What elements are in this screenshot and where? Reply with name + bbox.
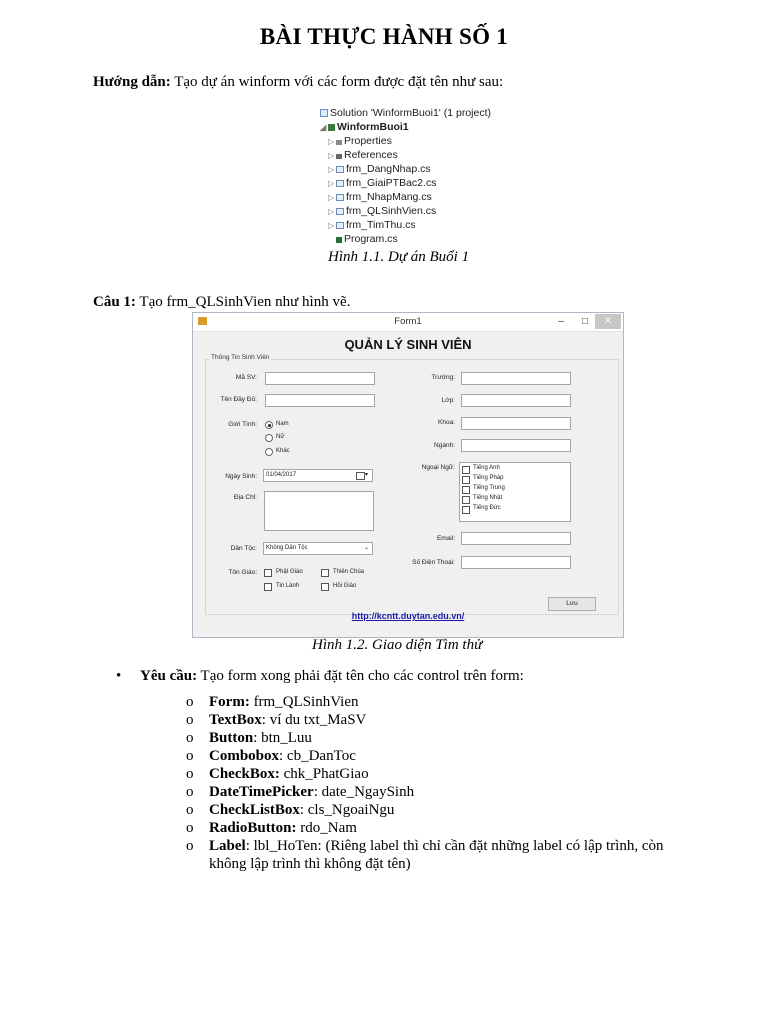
- checkbox-tin-lanh-label: Tin Lành: [276, 583, 300, 589]
- list-item: [186, 729, 664, 747]
- list-item: [186, 711, 664, 729]
- minimize-icon[interactable]: –: [558, 316, 564, 327]
- tree-item: [328, 162, 431, 176]
- tree-item-label: frm_QLSinhVien.cs: [346, 205, 437, 217]
- tree-item-label: References: [344, 149, 398, 161]
- diachi-textbox[interactable]: [264, 491, 374, 531]
- tree-item: [328, 134, 392, 148]
- language-label: Tiếng Đức: [473, 505, 501, 511]
- checkbox-phat-giao-label: Phật Giáo: [276, 569, 303, 575]
- label-ngoai-ngu: Ngoại Ngữ:: [421, 464, 455, 471]
- radio-nu[interactable]: [265, 434, 273, 442]
- question-1: [93, 294, 350, 311]
- label-nganh: Ngành:: [434, 442, 455, 449]
- list-item: [186, 693, 664, 711]
- wrench-icon: [336, 140, 342, 145]
- masv-textbox[interactable]: [265, 372, 375, 385]
- tree-item-label: frm_GiaiPTBac2.cs: [346, 177, 437, 189]
- label-email: Email:: [436, 535, 455, 542]
- expand-arrow-icon: ◢: [320, 123, 327, 132]
- hoten-textbox[interactable]: [265, 394, 375, 407]
- instruction-line: [93, 74, 503, 91]
- list-item-bold: Label: [209, 838, 246, 854]
- circle-bullet-icon: o: [186, 748, 194, 764]
- circle-bullet-icon: o: [186, 712, 194, 728]
- figure-caption-1: Hình 1.1. Dự án Buổi 1: [328, 249, 470, 265]
- csharp-project-icon: [328, 124, 335, 131]
- list-item: [186, 801, 664, 819]
- checkbox-phat-giao[interactable]: [264, 569, 272, 577]
- checkbox-thien-chua[interactable]: [321, 569, 329, 577]
- requirement-text: Tạo form xong phải đặt tên cho các control trên form:: [197, 668, 524, 684]
- list-item-bold: CheckListBox: [209, 802, 300, 818]
- label-ngay-sinh: Ngày Sinh:: [225, 473, 257, 480]
- solution-root: [320, 106, 491, 120]
- chevron-down-icon[interactable]: ⌄: [364, 545, 370, 551]
- label-khoa: Khoa:: [438, 419, 455, 426]
- radio-nu-label: Nữ: [276, 434, 285, 440]
- list-item-bold: Form:: [209, 694, 250, 710]
- radio-nam-label: Nam: [276, 421, 289, 427]
- label-lop: Lớp:: [441, 397, 455, 404]
- window-titlebar: [193, 313, 623, 332]
- collapse-arrow-icon: ▷: [328, 165, 335, 174]
- list-item: [186, 819, 664, 837]
- checkbox-tieng-trung[interactable]: [462, 486, 470, 494]
- circle-bullet-icon: o: [186, 694, 194, 710]
- list-item-bold: CheckBox:: [209, 766, 280, 782]
- circle-bullet-icon: o: [186, 838, 194, 854]
- circle-bullet-icon: o: [186, 766, 194, 782]
- radio-khac-label: Khác: [276, 448, 290, 454]
- solution-root-label: Solution 'WinformBuoi1' (1 project): [330, 107, 491, 119]
- list-item-bold: DateTimePicker: [209, 784, 314, 800]
- list-item-continuation: không lập trình thì không đặt tên): [209, 856, 411, 872]
- list-item-text: : ví du txt_MaSV: [261, 712, 367, 728]
- tree-item-label: Program.cs: [344, 233, 398, 245]
- lop-textbox[interactable]: [461, 394, 571, 407]
- circle-bullet-icon: o: [186, 802, 194, 818]
- project-node: [320, 120, 409, 134]
- language-label: Tiếng Pháp: [473, 475, 504, 481]
- truong-textbox[interactable]: [461, 372, 571, 385]
- circle-bullet-icon: o: [186, 730, 194, 746]
- list-item-text: : lbl_HoTen: (Riêng label thì chỉ cần đặt những label có lập trình, còn: [245, 838, 664, 854]
- label-ton-giao: Tôn Giáo:: [228, 569, 257, 576]
- tree-item-label: Properties: [344, 135, 392, 147]
- tree-item: [328, 176, 436, 190]
- list-item-text: chk_PhatGiao: [279, 766, 369, 782]
- nganh-textbox[interactable]: [461, 439, 571, 452]
- bullet-icon: •: [116, 668, 122, 684]
- form-window: [192, 312, 624, 638]
- list-item-text: rdo_Nam: [296, 820, 357, 836]
- list-item: [186, 765, 664, 783]
- group-label: Thông Tin Sinh Viên: [211, 354, 270, 361]
- website-link[interactable]: http://kcntt.duytan.edu.vn/: [351, 611, 465, 621]
- requirement-heading: [140, 668, 524, 685]
- form-file-icon: [336, 180, 344, 187]
- language-label: Tiếng Nhật: [473, 495, 503, 501]
- list-item-text: : cb_DanToc: [279, 748, 356, 764]
- project-label: WinformBuoi1: [337, 121, 409, 133]
- collapse-arrow-icon: ▷: [328, 221, 335, 230]
- calendar-icon[interactable]: [356, 472, 365, 480]
- csharp-file-icon: [336, 237, 342, 243]
- question-1-text: Tạo frm_QLSinhVien như hình vẽ.: [135, 294, 351, 310]
- solution-icon: [320, 109, 328, 117]
- checkbox-tieng-phap[interactable]: [462, 476, 470, 484]
- email-textbox[interactable]: [461, 532, 571, 545]
- label-dan-toc: Dân Tộc:: [230, 545, 257, 552]
- list-item-text: : btn_Luu: [253, 730, 312, 746]
- label-ho-ten: Tên Đầy Đủ:: [220, 396, 257, 403]
- window-title: Form1: [394, 316, 422, 327]
- sdt-textbox[interactable]: [461, 556, 571, 569]
- tree-item: [328, 204, 436, 218]
- tree-item-label: frm_NhapMang.cs: [346, 191, 432, 203]
- list-item: [186, 783, 664, 801]
- form-file-icon: [336, 222, 344, 229]
- form-heading: QUẢN LÝ SINH VIÊN: [344, 337, 472, 352]
- dantoc-combobox[interactable]: [263, 542, 373, 555]
- maximize-icon[interactable]: □: [581, 316, 589, 327]
- radio-nam[interactable]: [265, 421, 273, 429]
- list-item-bold: RadioButton:: [209, 820, 297, 836]
- ngaysinh-value: 01/04/2017: [266, 472, 297, 478]
- circle-bullet-icon: o: [186, 820, 194, 836]
- form-file-icon: [336, 208, 344, 215]
- question-1-bold: Câu 1:: [93, 294, 136, 310]
- collapse-arrow-icon: ▷: [328, 137, 335, 146]
- tree-item-label: frm_TimThu.cs: [346, 219, 416, 231]
- collapse-arrow-icon: ▷: [328, 207, 335, 216]
- list-item-text: : date_NgaySinh: [313, 784, 415, 800]
- close-icon[interactable]: ✕: [595, 314, 621, 329]
- khoa-textbox[interactable]: [461, 417, 571, 430]
- tree-item-label: frm_DangNhap.cs: [346, 163, 431, 175]
- list-item-bold: Button: [209, 730, 254, 746]
- tree-item: [328, 218, 416, 232]
- label-dia-chi: Địa Chỉ:: [233, 494, 257, 501]
- dropdown-arrow-icon[interactable]: ▾: [365, 472, 369, 478]
- checkbox-tieng-duc[interactable]: [462, 506, 470, 514]
- list-item-bold: TextBox: [209, 712, 262, 728]
- form-file-icon: [336, 194, 344, 201]
- save-button[interactable]: Lưu: [548, 597, 596, 611]
- language-label: Tiếng Trung: [473, 485, 505, 491]
- label-gioi-tinh: Giới Tính:: [228, 421, 257, 428]
- label-so-dien-thoai: Số Điện Thoại:: [412, 559, 455, 566]
- references-icon: [336, 154, 342, 159]
- list-item: [186, 837, 664, 855]
- requirements-list: [186, 693, 664, 873]
- tree-item: [328, 148, 398, 162]
- collapse-arrow-icon: ▷: [328, 179, 335, 188]
- checkbox-tieng-nhat[interactable]: [462, 496, 470, 504]
- list-item-text: : cls_NgoaiNgu: [299, 802, 395, 818]
- list-item-bold: Combobox: [209, 748, 280, 764]
- circle-bullet-icon: o: [186, 784, 194, 800]
- page-title: BÀI THỰC HÀNH SỐ 1: [259, 24, 509, 49]
- collapse-arrow-icon: ▷: [328, 193, 335, 202]
- label-truong: Trường:: [431, 374, 455, 381]
- ngaysinh-datepicker[interactable]: [263, 469, 373, 482]
- list-item: [186, 747, 664, 765]
- list-item-text: frm_QLSinhVien: [249, 694, 359, 710]
- label-ma-sv: Mã SV:: [235, 374, 257, 381]
- checkbox-hoi-giao-label: Hồi Giáo: [333, 583, 357, 589]
- tree-item: [328, 190, 432, 204]
- solution-explorer: [318, 106, 498, 250]
- checkbox-thien-chua-label: Thiên Chúa: [333, 569, 365, 575]
- requirement-bold: Yêu cầu:: [140, 668, 198, 684]
- tree-item: [336, 232, 398, 246]
- language-label: Tiếng Anh: [473, 465, 500, 471]
- radio-khac[interactable]: [265, 448, 273, 456]
- checkbox-hoi-giao[interactable]: [321, 583, 329, 591]
- checkbox-tieng-anh[interactable]: [462, 466, 470, 474]
- ngoaingu-checklistbox[interactable]: [459, 462, 571, 522]
- figure-caption-2: Hình 1.2. Giao diện Tìm thử: [312, 637, 483, 653]
- instruction-text: Tạo dự án winform với các form được đặt tên như sau:: [170, 74, 504, 90]
- instruction-bold: Hướng dẫn:: [93, 74, 171, 90]
- collapse-arrow-icon: ▷: [328, 151, 335, 160]
- form-file-icon: [336, 166, 344, 173]
- checkbox-tin-lanh[interactable]: [264, 583, 272, 591]
- dantoc-value: Không Dân Tộc: [266, 545, 308, 551]
